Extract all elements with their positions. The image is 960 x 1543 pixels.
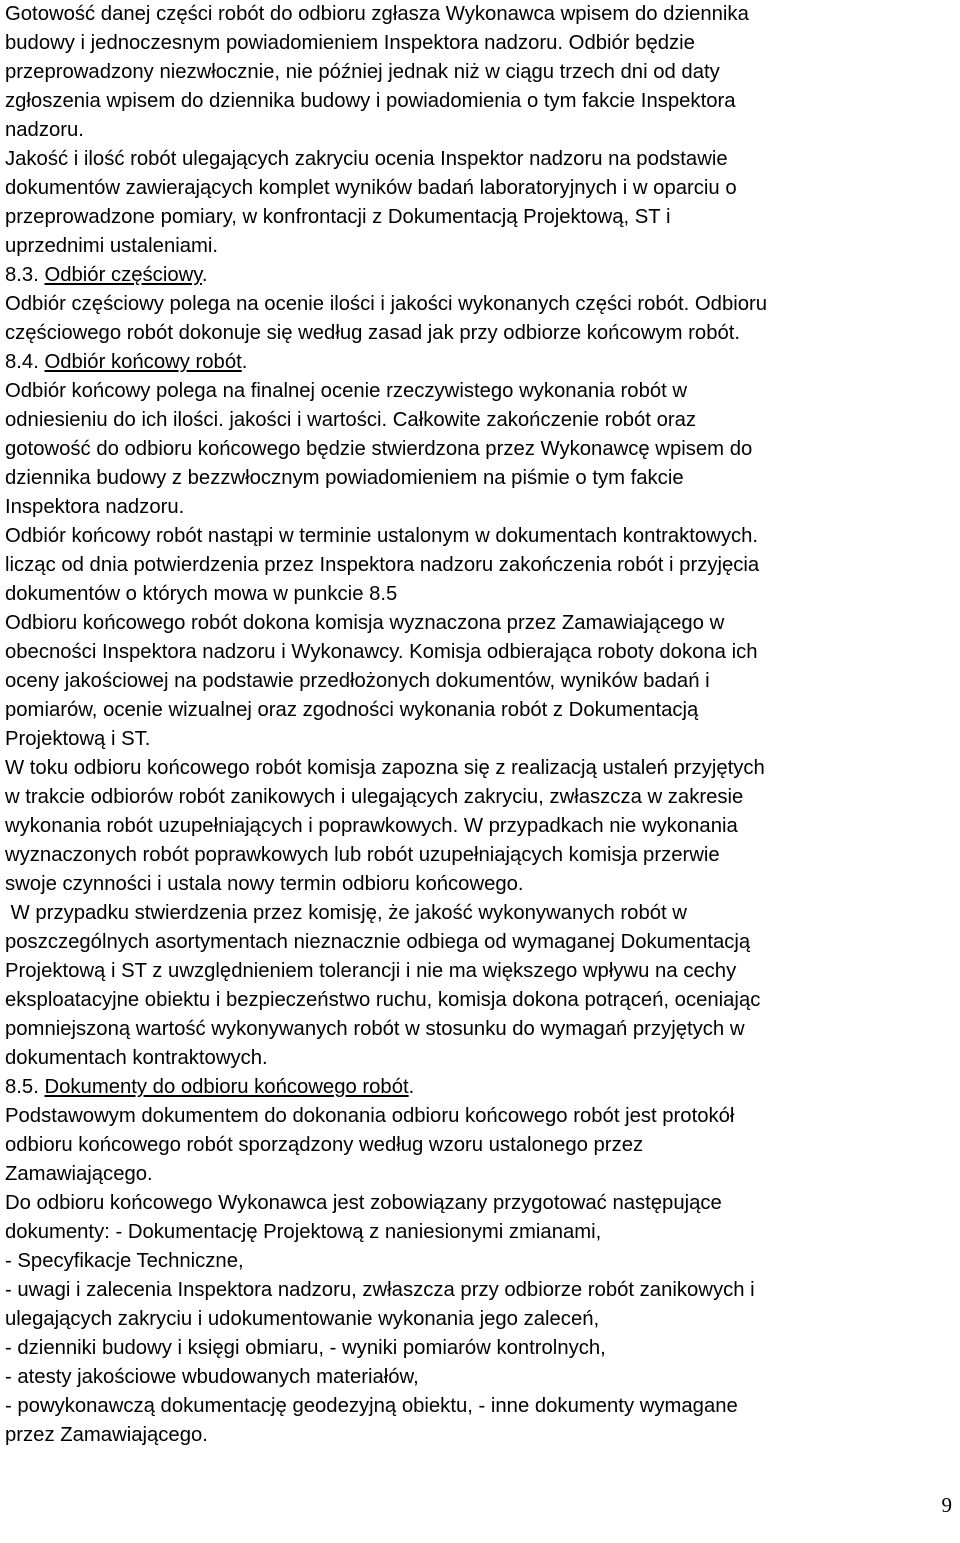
list-item: - atesty jakościowe wbudowanych materiałów,: [5, 1366, 419, 1388]
section-title: Dokumenty do odbioru końcowego robót: [44, 1076, 409, 1098]
paragraph-line: Inspektora nadzoru.: [5, 496, 185, 518]
list-item: przez Zamawiającego.: [5, 1424, 208, 1446]
paragraph-line: swoje czynności i ustala nowy termin odbioru końcowego.: [5, 873, 524, 895]
section-heading-8-5: [5, 1073, 955, 1102]
paragraph-line: w trakcie odbiorów robót zanikowych i ulegających zakryciu, zwłaszcza w zakresie: [5, 786, 744, 808]
paragraph-line: zgłoszenia wpisem do dziennika budowy i powiadomienia o tym fakcie Inspektora: [5, 90, 736, 112]
section-title: Odbiór częściowy: [44, 264, 202, 286]
document-page: [5, 0, 955, 1450]
paragraph-line: budowy i jednoczesnym powiadomieniem Inspektora nadzoru. Odbiór będzie: [5, 32, 695, 54]
page-number: 9: [941, 1493, 952, 1517]
paragraph-line: pomiarów, ocenie wizualnej oraz zgodności wykonania robót z Dokumentacją: [5, 699, 699, 721]
paragraph-line: dokumentów zawierających komplet wyników badań laboratoryjnych i w oparciu o: [5, 177, 737, 199]
paragraph-line: Odbiór końcowy robót nastąpi w terminie ustalonym w dokumentach kontraktowych.: [5, 525, 759, 547]
paragraph-line: uprzednimi ustaleniami.: [5, 235, 219, 257]
paragraph-line: W toku odbioru końcowego robót komisja zapozna się z realizacją ustaleń przyjętych: [5, 757, 765, 779]
paragraph-line: częściowego robót dokonuje się według zasad jak przy odbiorze końcowym robót.: [5, 322, 741, 344]
paragraph-line: wyznaczonych robót poprawkowych lub robót uzupełniających komisja przerwie: [5, 844, 720, 866]
paragraph-line: obecności Inspektora nadzoru i Wykonawcy. Komisja odbierająca roboty dokona ich: [5, 641, 758, 663]
paragraph-line: dokumentów o których mowa w punkcie 8.5: [5, 583, 398, 605]
paragraph-line: poszczególnych asortymentach nieznacznie odbiega od wymaganej Dokumentacją: [5, 931, 751, 953]
heading-period: .: [201, 264, 208, 286]
paragraph-line: Odbiór częściowy polega na ocenie ilości i jakości wykonanych części robót. Odbioru: [5, 293, 768, 315]
section-heading-8-4: [5, 348, 955, 377]
paragraph-line: oceny jakościowej na podstawie przedłożonych dokumentów, wyników badań i: [5, 670, 710, 692]
paragraph-line: dokumenty: - Dokumentację Projektową z naniesionymi zmianami,: [5, 1221, 602, 1243]
section-number: 8.3.: [5, 264, 45, 286]
paragraph-line: Odbioru końcowego robót dokona komisja wyznaczona przez Zamawiającego w: [5, 612, 725, 634]
paragraph-line: przeprowadzony niezwłocznie, nie później jednak niż w ciągu trzech dni od daty: [5, 61, 720, 83]
heading-period: .: [241, 351, 248, 373]
list-item: - dzienniki budowy i księgi obmiaru, - wyniki pomiarów kontrolnych,: [5, 1337, 606, 1359]
paragraph-line: licząc od dnia potwierdzenia przez Inspektora nadzoru zakończenia robót i przyjęcia: [5, 554, 760, 576]
list-item: - uwagi i zalecenia Inspektora nadzoru, zwłaszcza przy odbiorze robót zanikowych i: [5, 1279, 755, 1301]
paragraph-line: dziennika budowy z bezzwłocznym powiadomieniem na piśmie o tym fakcie: [5, 467, 684, 489]
list-item: - Specyfikacje Techniczne,: [5, 1250, 244, 1272]
paragraph-line: Gotowość danej części robót do odbioru zgłasza Wykonawca wpisem do dziennika: [5, 3, 749, 25]
paragraph-line: Podstawowym dokumentem do dokonania odbioru końcowego robót jest protokół: [5, 1105, 735, 1127]
section-number: 8.4.: [5, 351, 45, 373]
paragraph-line: gotowość do odbioru końcowego będzie stwierdzona przez Wykonawcę wpisem do: [5, 438, 753, 460]
heading-period: .: [408, 1076, 415, 1098]
section-title: Odbiór końcowy robót: [44, 351, 242, 373]
paragraph-line: odniesieniu do ich ilości. jakości i wartości. Całkowite zakończenie robót oraz: [5, 409, 697, 431]
paragraph-line: Projektową i ST z uwzględnieniem tolerancji i nie ma większego wpływu na cechy: [5, 960, 737, 982]
paragraph-line: nadzoru.: [5, 119, 84, 141]
paragraph-line: Projektową i ST.: [5, 728, 151, 750]
paragraph-line: Odbiór końcowy polega na finalnej ocenie rzeczywistego wykonania robót w: [5, 380, 688, 402]
list-item: - powykonawczą dokumentację geodezyjną obiektu, - inne dokumenty wymagane: [5, 1395, 738, 1417]
paragraph-line: przeprowadzone pomiary, w konfrontacji z Dokumentacją Projektową, ST i: [5, 206, 671, 228]
paragraph-line: Do odbioru końcowego Wykonawca jest zobowiązany przygotować następujące: [5, 1192, 722, 1214]
section-number: 8.5.: [5, 1076, 45, 1098]
list-item: ulegających zakryciu i udokumentowanie wykonania jego zaleceń,: [5, 1308, 600, 1330]
paragraph-line: wykonania robót uzupełniających i poprawkowych. W przypadkach nie wykonania: [5, 815, 738, 837]
paragraph-line: dokumentach kontraktowych.: [5, 1047, 268, 1069]
paragraph-line: W przypadku stwierdzenia przez komisję, że jakość wykonywanych robót w: [5, 902, 687, 924]
paragraph-line: Zamawiającego.: [5, 1163, 153, 1185]
paragraph-line: eksploatacyjne obiektu i bezpieczeństwo ruchu, komisja dokona potrąceń, oceniając: [5, 989, 761, 1011]
paragraph-line: odbioru końcowego robót sporządzony według wzoru ustalonego przez: [5, 1134, 644, 1156]
paragraph-line: pomniejszoną wartość wykonywanych robót w stosunku do wymagań przyjętych w: [5, 1018, 745, 1040]
section-heading-8-3: [5, 261, 955, 290]
paragraph-line: Jakość i ilość robót ulegających zakryciu ocenia Inspektor nadzoru na podstawie: [5, 148, 728, 170]
